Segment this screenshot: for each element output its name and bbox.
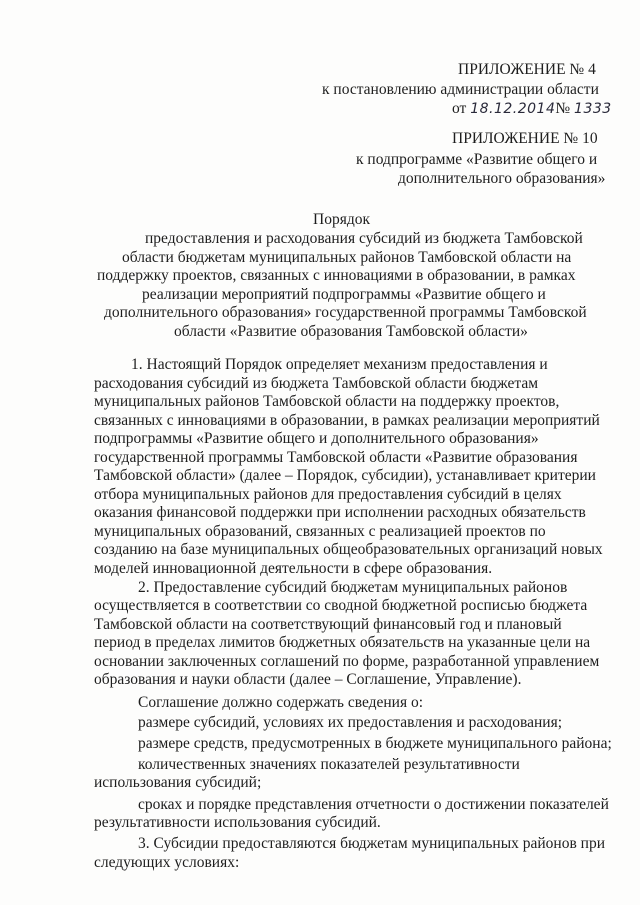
body-line: основании заключенных соглашений по форме, разработанной управлением: [94, 653, 600, 670]
date-prefix: от: [452, 100, 467, 117]
body-line: осуществляется в соответствии со сводной бюджетной росписью бюджета: [94, 597, 588, 614]
to-resolution-line: к постановлению администрации области: [322, 81, 599, 98]
body-line: результативности использования субсидий.: [94, 814, 381, 831]
body-line: размере средств, предусмотренных в бюджете муниципального района;: [138, 735, 612, 752]
body-line: период в пределах лимитов бюджетных обязательств на указанные цели на: [94, 634, 591, 651]
resolution-date-line: [452, 101, 612, 117]
body-line: Тамбовской области» (далее – Порядок, субсидии), устанавливает критерии: [94, 467, 596, 484]
body-line: 3. Субсидии предоставляются бюджетам муниципальных районов при: [138, 835, 605, 852]
body-line: муниципальных районов Тамбовской области на поддержку проектов,: [94, 393, 560, 410]
appendix-4-heading: ПРИЛОЖЕНИЕ № 4: [458, 61, 596, 78]
title-line-6: области «Развитие образования Тамбовской области»: [174, 323, 528, 340]
handwritten-number: 1333: [574, 101, 612, 117]
body-line: размере субсидий, условиях их предоставления и расходования;: [138, 714, 563, 731]
title-line-2: области бюджетам муниципальных районов Тамбовской области на: [122, 249, 572, 266]
body-line: 2. Предоставление субсидий бюджетам муниципальных районов: [138, 579, 568, 596]
body-line: образования и науки области (далее – Соглашение, Управление).: [94, 671, 522, 688]
body-line: Тамбовской области на соответствующий финансовый год и плановый: [94, 616, 562, 633]
to-subprogram-line-2: дополнительного образования»: [398, 170, 606, 187]
title-line-5: дополнительного образования» государственной программы Тамбовской: [104, 304, 587, 321]
body-line: созданию на базе муниципальных общеобразовательных организаций новых: [94, 541, 603, 558]
title-line-3: поддержку проектов, связанных с инновациями в образовании, в рамках: [97, 267, 576, 284]
body-line: сроках и порядке представления отчетности о достижении показателей: [138, 796, 609, 813]
document-title: Порядок: [313, 211, 370, 228]
title-line-4: реализации мероприятий подпрограммы «Развитие общего и: [142, 286, 546, 303]
body-line: Соглашение должно содержать сведения о:: [138, 694, 424, 711]
body-line: количественных значениях показателей результативности: [138, 756, 520, 773]
title-line-1: предоставления и расходования субсидий из бюджета Тамбовской: [145, 230, 583, 247]
body-line: государственной программы Тамбовской области «Развитие образования: [94, 449, 578, 466]
body-line: использования субсидий;: [94, 774, 262, 791]
body-line: 1. Настоящий Порядок определяет механизм предоставления и: [131, 356, 548, 373]
handwritten-date: 18.12.2014: [470, 101, 556, 117]
body-line: связанных с инновациями в образовании, в рамках реализации мероприятий: [94, 412, 600, 429]
body-line: муниципальных образований, связанных с реализацией проектов по: [94, 523, 546, 540]
number-sign: №: [555, 100, 571, 117]
body-line: следующих условиях:: [94, 854, 240, 871]
body-line: отбора муниципальных районов для предоставления субсидий в целях: [94, 486, 562, 503]
body-line: расходования субсидий из бюджета Тамбовской области бюджетам: [94, 375, 539, 392]
body-line: подпрограммы «Развитие общего и дополнительного образования»: [94, 430, 539, 447]
body-line: моделей инновационной деятельности в сфере образования.: [94, 560, 493, 577]
to-subprogram-line-1: к подпрограмме «Развитие общего и: [356, 151, 598, 168]
body-line: оказания финансовой поддержки при исполнении расходных обязательств: [94, 504, 586, 521]
appendix-10-heading: ПРИЛОЖЕНИЕ № 10: [452, 130, 598, 147]
